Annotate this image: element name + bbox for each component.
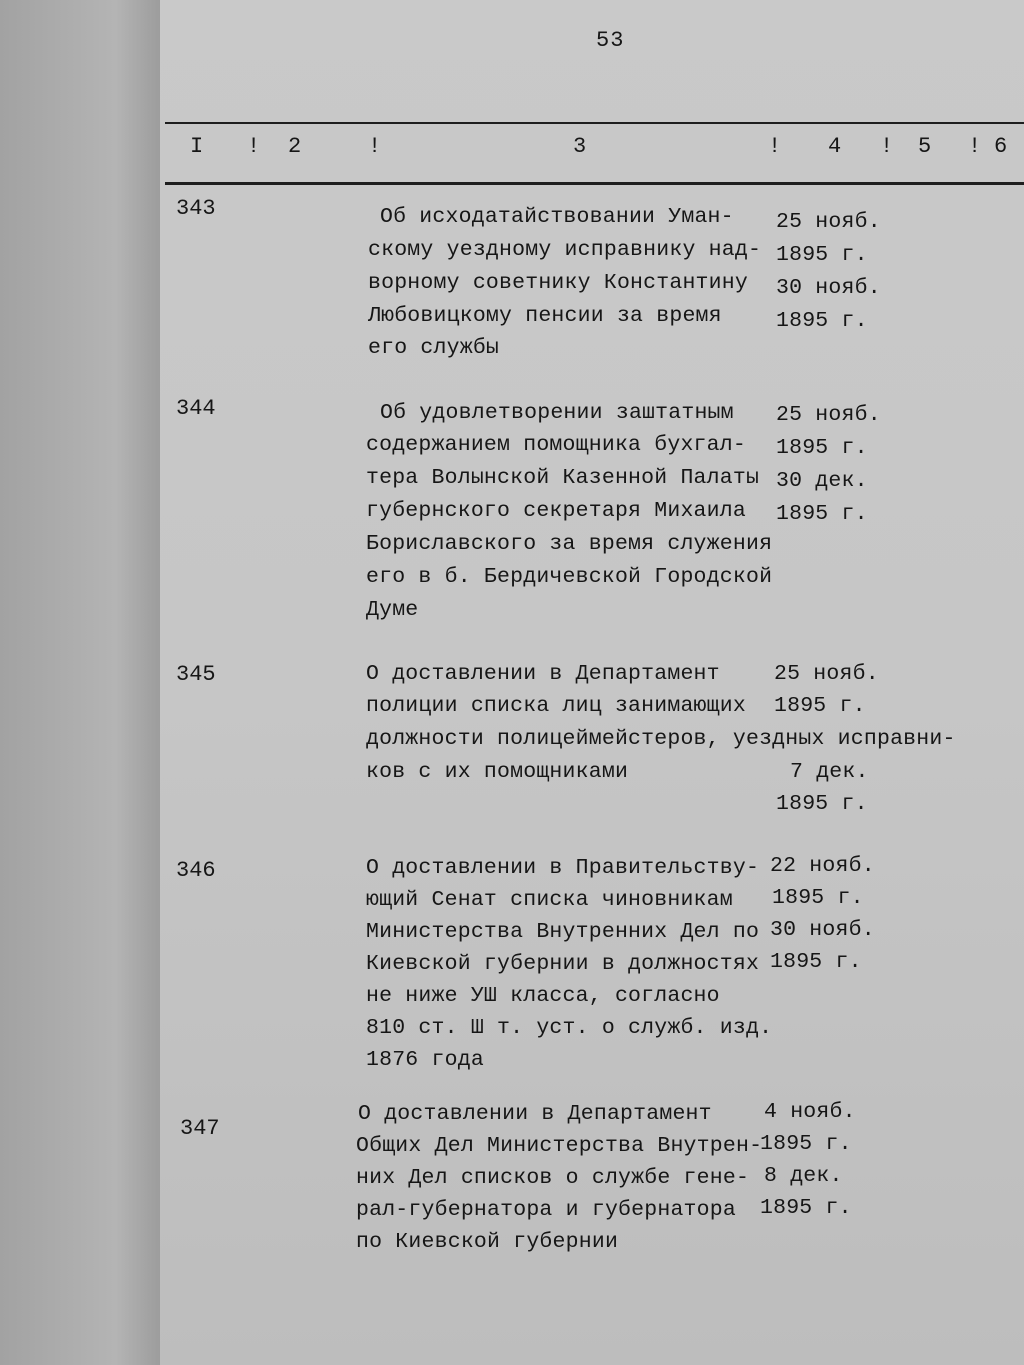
entry-text-line: них Дел списков о службе гене- [356, 1166, 750, 1190]
entry-number: 347 [180, 1116, 220, 1141]
entry-text-line: ющий Сенат списка чиновникам [366, 888, 733, 912]
entry-text-line: Об удовлетворении заштатным [380, 401, 734, 425]
entry-date-line: 30 нояб. [776, 276, 881, 300]
entry-text-line: Об исходатайствовании Уман- [380, 205, 734, 229]
entry-text-line: по Киевской губернии [356, 1230, 619, 1254]
entry-date-line: 25 нояб. [774, 662, 879, 686]
entry-date-line: 30 нояб. [770, 918, 875, 942]
entry-text-line: не ниже УШ класса, согласно [366, 984, 720, 1008]
entry-number: 343 [176, 196, 216, 221]
header-col-3: 3 [573, 134, 587, 159]
entry-date-line: 1895 г. [776, 502, 868, 526]
entry-date-line: 1895 г. [776, 243, 868, 267]
entry-text-line: должности полицеймейстеров, уездных исправни- [366, 727, 956, 751]
entry-text-line: Общих Дел Министерства Внутрен- [356, 1134, 763, 1158]
header-separator: ! [247, 134, 261, 159]
entry-date-line: 25 нояб. [776, 403, 881, 427]
header-separator: ! [768, 134, 782, 159]
entry-text-line: содержанием помощника бухгал- [366, 433, 746, 457]
entry-text-line: его в б. Бердичевской Городской [366, 565, 773, 589]
entry-text-line: 1876 года [366, 1048, 484, 1072]
table-header-top-rule [165, 122, 1024, 124]
entry-text-line: скому уездному исправнику над- [368, 238, 762, 262]
entry-text-line: ворному советнику Константину [368, 271, 748, 295]
entry-text-line: Министерства Внутренних Дел по [366, 920, 760, 944]
entry-date-line: 1895 г. [776, 436, 868, 460]
entry-date-line: 1895 г. [774, 694, 866, 718]
table-header-bottom-rule [165, 182, 1024, 185]
entry-text-line: 810 ст. Ш т. уст. о служб. изд. [366, 1016, 773, 1040]
entry-date-line: 8 дек. [764, 1164, 843, 1188]
header-col-4: 4 [828, 134, 842, 159]
header-col-1: I [190, 134, 204, 159]
entry-date-line: 1895 г. [776, 309, 868, 333]
entry-date-line: 4 нояб. [764, 1100, 856, 1124]
header-separator: ! [368, 134, 382, 159]
entry-text-line: О доставлении в Департамент [366, 662, 720, 686]
header-separator: ! [880, 134, 894, 159]
entry-date-line: 7 дек. [790, 760, 869, 784]
entry-text-line: его службы [368, 336, 500, 360]
header-col-5: 5 [918, 134, 932, 159]
entry-text-line: тера Волынской Казенной Палаты [366, 466, 760, 490]
entry-date-line: 1895 г. [760, 1196, 852, 1220]
entry-text-line: губернского секретаря Михаила [366, 499, 746, 523]
entry-number: 344 [176, 396, 216, 421]
entry-text-line: ков с их помощниками [366, 760, 629, 784]
entry-date-line: 25 нояб. [776, 210, 881, 234]
entry-date-line: 1895 г. [760, 1132, 852, 1156]
entry-date-line: 1895 г. [770, 950, 862, 974]
entry-text-line: Киевской губернии в должностях [366, 952, 760, 976]
entry-text-line: О доставлении в Департамент [358, 1102, 712, 1126]
entry-date-line: 1895 г. [772, 886, 864, 910]
header-col-6: 6 [994, 134, 1008, 159]
entry-number: 345 [176, 662, 216, 687]
entry-date-line: 22 нояб. [770, 854, 875, 878]
header-separator: ! [968, 134, 982, 159]
entry-text-line: полиции списка лиц занимающих [366, 694, 746, 718]
header-col-2: 2 [288, 134, 302, 159]
entry-date-line: 30 дек. [776, 469, 868, 493]
entry-text-line: Бориславского за время служения [366, 532, 773, 556]
facing-page-edge [0, 0, 165, 1365]
entry-text-line: Любовицкому пенсии за время [368, 304, 722, 328]
page-number: 53 [596, 28, 625, 53]
entry-number: 346 [176, 858, 216, 883]
entry-date-line: 1895 г. [776, 792, 868, 816]
entry-text-line: О доставлении в Правительству- [366, 856, 760, 880]
entry-text-line: рал-губернатора и губернатора [356, 1198, 736, 1222]
entry-text-line: Думе [366, 598, 419, 622]
